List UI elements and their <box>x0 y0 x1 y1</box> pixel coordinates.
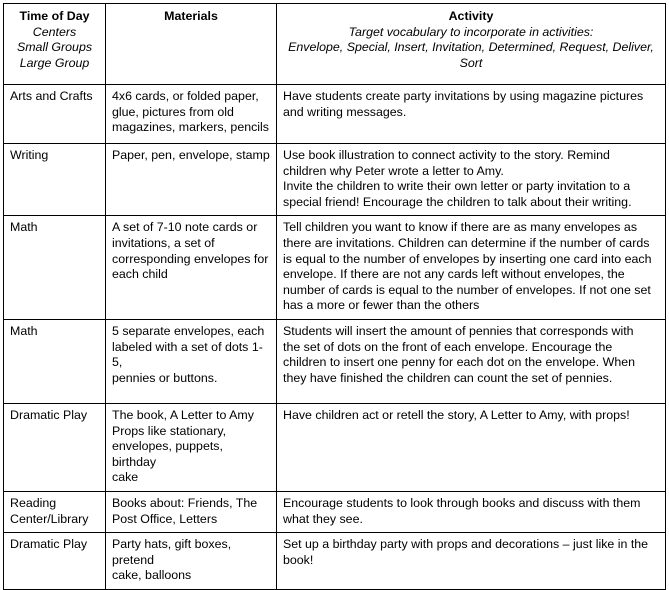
activity-cell-line: special friend! Encourage the children to talk about their writing. <box>283 194 632 209</box>
materials-cell <box>106 85 277 144</box>
time-cell-line: Dramatic Play <box>10 407 88 422</box>
activity-cell-line: Use book illustration to connect activity to the story. Remind <box>283 148 610 162</box>
header-time-sub: Large Group <box>19 55 90 70</box>
activity-table <box>3 3 666 590</box>
table-row <box>4 491 666 532</box>
time-cell-line: Reading <box>10 495 57 510</box>
table-row <box>4 144 666 216</box>
materials-cell <box>106 144 277 216</box>
table-row <box>4 85 666 144</box>
materials-cell-line: Post Office, Letters <box>112 511 218 526</box>
activity-cell-line: Students will insert the amount of pennies that corresponds with <box>283 323 634 338</box>
materials-cell-line: cake, balloons <box>112 568 192 583</box>
materials-cell <box>106 216 277 320</box>
materials-cell-line: envelopes, puppets, birthday <box>112 439 223 469</box>
header-activity <box>277 4 666 85</box>
time-cell-line: Dramatic Play <box>10 537 88 552</box>
materials-cell-line: Party hats, gift boxes, pretend <box>112 537 232 567</box>
activity-cell-line: there are invitations. Children can determine if the number of cards <box>283 235 650 250</box>
activity-cell-line: Invite the children to write their own letter or party invitation to a <box>283 179 631 194</box>
activity-cell-line: and writing messages. <box>283 104 407 119</box>
header-activity-sub: Target vocabulary to incorporate in activities: <box>348 24 594 39</box>
time-cell <box>4 403 106 491</box>
time-cell-line: Math <box>10 323 38 338</box>
header-time-sub: Centers <box>32 24 77 39</box>
header-activity-sub: Sort <box>459 55 483 70</box>
header-activity-title: Activity <box>448 9 494 23</box>
activity-cell-line: Encourage students to look through books and discuss with them <box>283 495 641 510</box>
header-time-of-day <box>4 4 106 85</box>
activity-cell-line: children why Peter wrote a letter to Amy. <box>283 163 504 178</box>
materials-cell-line: Books about: Friends, The <box>112 495 258 510</box>
time-cell-line: Writing <box>10 148 49 162</box>
activity-cell <box>277 216 666 320</box>
time-cell <box>4 533 106 590</box>
time-cell <box>4 216 106 320</box>
materials-cell-line: A set of 7-10 note cards or <box>112 220 258 235</box>
activity-cell-line: is equal to the number of envelopes by inserting one card into each <box>283 251 652 266</box>
activity-cell <box>277 85 666 144</box>
time-cell <box>4 491 106 532</box>
activity-cell-line: Have children act or retell the story, A Letter to Amy, with props! <box>283 407 630 422</box>
materials-cell-line: cake <box>112 470 139 485</box>
table-body <box>4 85 666 590</box>
table-row <box>4 319 666 403</box>
header-materials-title: Materials <box>164 9 218 23</box>
activity-cell <box>277 403 666 491</box>
activity-cell <box>277 319 666 403</box>
activity-cell-line: Tell children you want to know if there are as many envelopes as <box>283 220 638 235</box>
header-materials <box>106 4 277 85</box>
table-row <box>4 403 666 491</box>
activity-cell-line: envelope. If there are not any cards left without envelopes, the <box>283 267 625 282</box>
time-cell <box>4 319 106 403</box>
materials-cell-line: 4x6 cards, or folded paper, <box>112 89 259 103</box>
activity-cell <box>277 533 666 590</box>
materials-cell-line: The book, A Letter to Amy <box>112 407 254 422</box>
materials-cell <box>106 403 277 491</box>
activity-cell-line: the set of dots on the front of each envelope. Encourage the <box>283 339 613 354</box>
activity-cell-line: Set up a birthday party with props and decorations – just like in the <box>283 537 649 552</box>
materials-cell-line: pennies or buttons. <box>112 370 218 385</box>
table-row <box>4 533 666 590</box>
header-time-title: Time of Day <box>19 9 90 23</box>
activity-cell-line: book! <box>283 552 314 567</box>
materials-cell-line: each child <box>112 267 168 282</box>
time-cell-line: Center/Library <box>10 511 89 526</box>
materials-cell-line: 5 separate envelopes, each <box>112 323 265 338</box>
materials-cell-line: glue, pictures from old <box>112 104 234 119</box>
table-row <box>4 216 666 320</box>
activity-cell-line: has a more or fewer than the others <box>283 298 480 313</box>
materials-cell-line: magazines, markers, pencils <box>112 120 270 135</box>
activity-cell <box>277 144 666 216</box>
header-activity-sub: Envelope, Special, Insert, Invitation, Determined, Request, Deliver, <box>288 40 654 55</box>
materials-cell <box>106 319 277 403</box>
materials-cell <box>106 533 277 590</box>
materials-cell-line: labeled with a set of dots 1-5, <box>112 339 263 370</box>
time-cell-line: Math <box>10 220 38 235</box>
time-cell-line: Arts and Crafts <box>10 89 93 103</box>
materials-cell <box>106 491 277 532</box>
materials-cell-line: Paper, pen, envelope, stamp <box>112 148 270 162</box>
activity-cell-line: what they see. <box>283 511 363 526</box>
activity-cell-line: number of cards is equal to the number of envelopes. If not one set <box>283 282 651 297</box>
header-row <box>4 4 666 85</box>
time-cell <box>4 85 106 144</box>
materials-cell-line: invitations, a set of <box>112 235 215 250</box>
materials-cell-line: corresponding envelopes for <box>112 251 269 266</box>
header-time-sub: Small Groups <box>16 40 93 55</box>
activity-cell-line: they have finished the children can count the set of pennies. <box>283 370 613 385</box>
activity-cell <box>277 491 666 532</box>
time-cell <box>4 144 106 216</box>
activity-cell-line: Have students create party invitations by using magazine pictures <box>283 89 644 103</box>
activity-cell-line: children to insert one penny for each dot on the envelope. When <box>283 355 635 370</box>
materials-cell-line: Props like stationary, <box>112 423 227 438</box>
